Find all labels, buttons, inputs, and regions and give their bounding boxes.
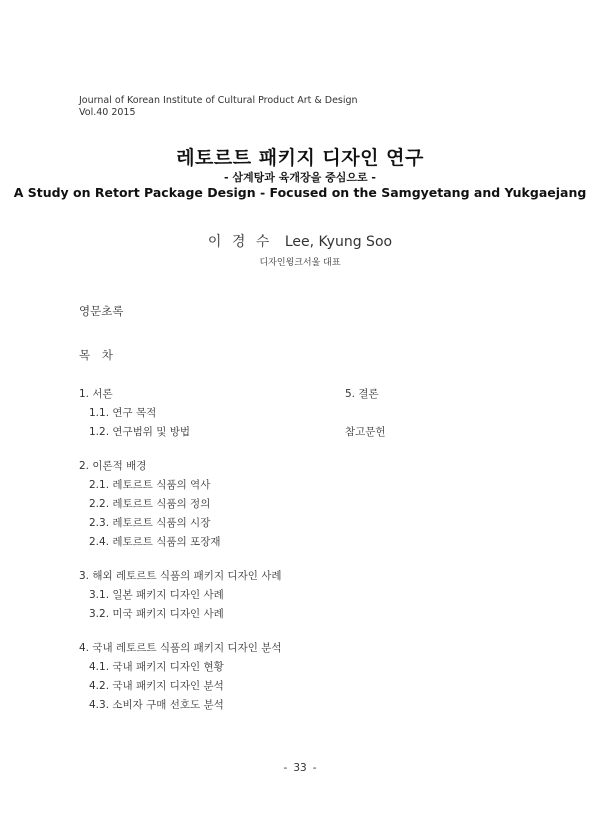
- toc-heading: 목 차: [79, 348, 117, 362]
- toc-spacer: [79, 552, 281, 567]
- english-title: A Study on Retort Package Design - Focused on the Samgyetang and Yukgaejang: [13, 185, 587, 200]
- toc-item: 2.4. 레토르트 식품의 포장재: [89, 536, 221, 548]
- toc-section-title: 3. 해외 레토르트 식품의 패키지 디자인 사례: [79, 570, 282, 582]
- journal-header: [79, 95, 358, 119]
- toc-item: 1.1. 연구 목적: [89, 407, 157, 419]
- author-affiliation: 디자인윙크서울 대표: [259, 258, 341, 268]
- author-line: [0, 231, 600, 251]
- toc-item: 2.1. 레토르트 식품의 역사: [89, 479, 211, 491]
- toc-spacer: [345, 404, 386, 423]
- journal-volume: Vol.40 2015: [79, 107, 136, 118]
- toc-item: 2.3. 레토르트 식품의 시장: [89, 517, 211, 529]
- toc-conclusion: 5. 결론: [345, 388, 379, 400]
- toc-section-title: 1. 서론: [79, 388, 113, 400]
- toc-section-title: 4. 국내 레토르트 식품의 패키지 디자인 분석: [79, 642, 282, 654]
- toc-item: 2.2. 레토르트 식품의 정의: [89, 498, 211, 510]
- toc-section-title: 2. 이론적 배경: [79, 460, 147, 472]
- toc-item: 3.2. 미국 패키지 디자인 사례: [89, 608, 224, 620]
- author-name-english: Lee, Kyung Soo: [284, 234, 393, 250]
- journal-name: Journal of Korean Institute of Cultural Product Art & Design: [79, 95, 358, 106]
- toc-left-column: [79, 385, 281, 715]
- toc-item: 4.2. 국내 패키지 디자인 분석: [89, 680, 224, 692]
- toc-references: 참고문헌: [345, 426, 386, 438]
- page-number-value: 33: [293, 762, 307, 774]
- toc-item: 4.3. 소비자 구매 선호도 분석: [89, 699, 224, 711]
- author-name-korean: 이 경 수: [207, 234, 273, 250]
- toc-item: 4.1. 국내 패키지 디자인 현황: [89, 661, 224, 673]
- abstract-heading: 영문초록: [79, 304, 124, 318]
- toc-right-column: [345, 385, 386, 442]
- toc-item: 3.1. 일본 패키지 디자인 사례: [89, 589, 224, 601]
- toc-spacer: [79, 442, 281, 457]
- korean-subtitle: - 삼계탕과 육개장을 중심으로 -: [224, 171, 376, 184]
- page-number-dash-right: -: [312, 762, 317, 774]
- page-number: [0, 762, 600, 774]
- toc-item: 1.2. 연구범위 및 방법: [89, 426, 191, 438]
- page-number-dash-left: -: [283, 762, 288, 774]
- korean-title: 레토르트 패키지 디자인 연구: [176, 147, 424, 169]
- toc-spacer: [79, 624, 281, 639]
